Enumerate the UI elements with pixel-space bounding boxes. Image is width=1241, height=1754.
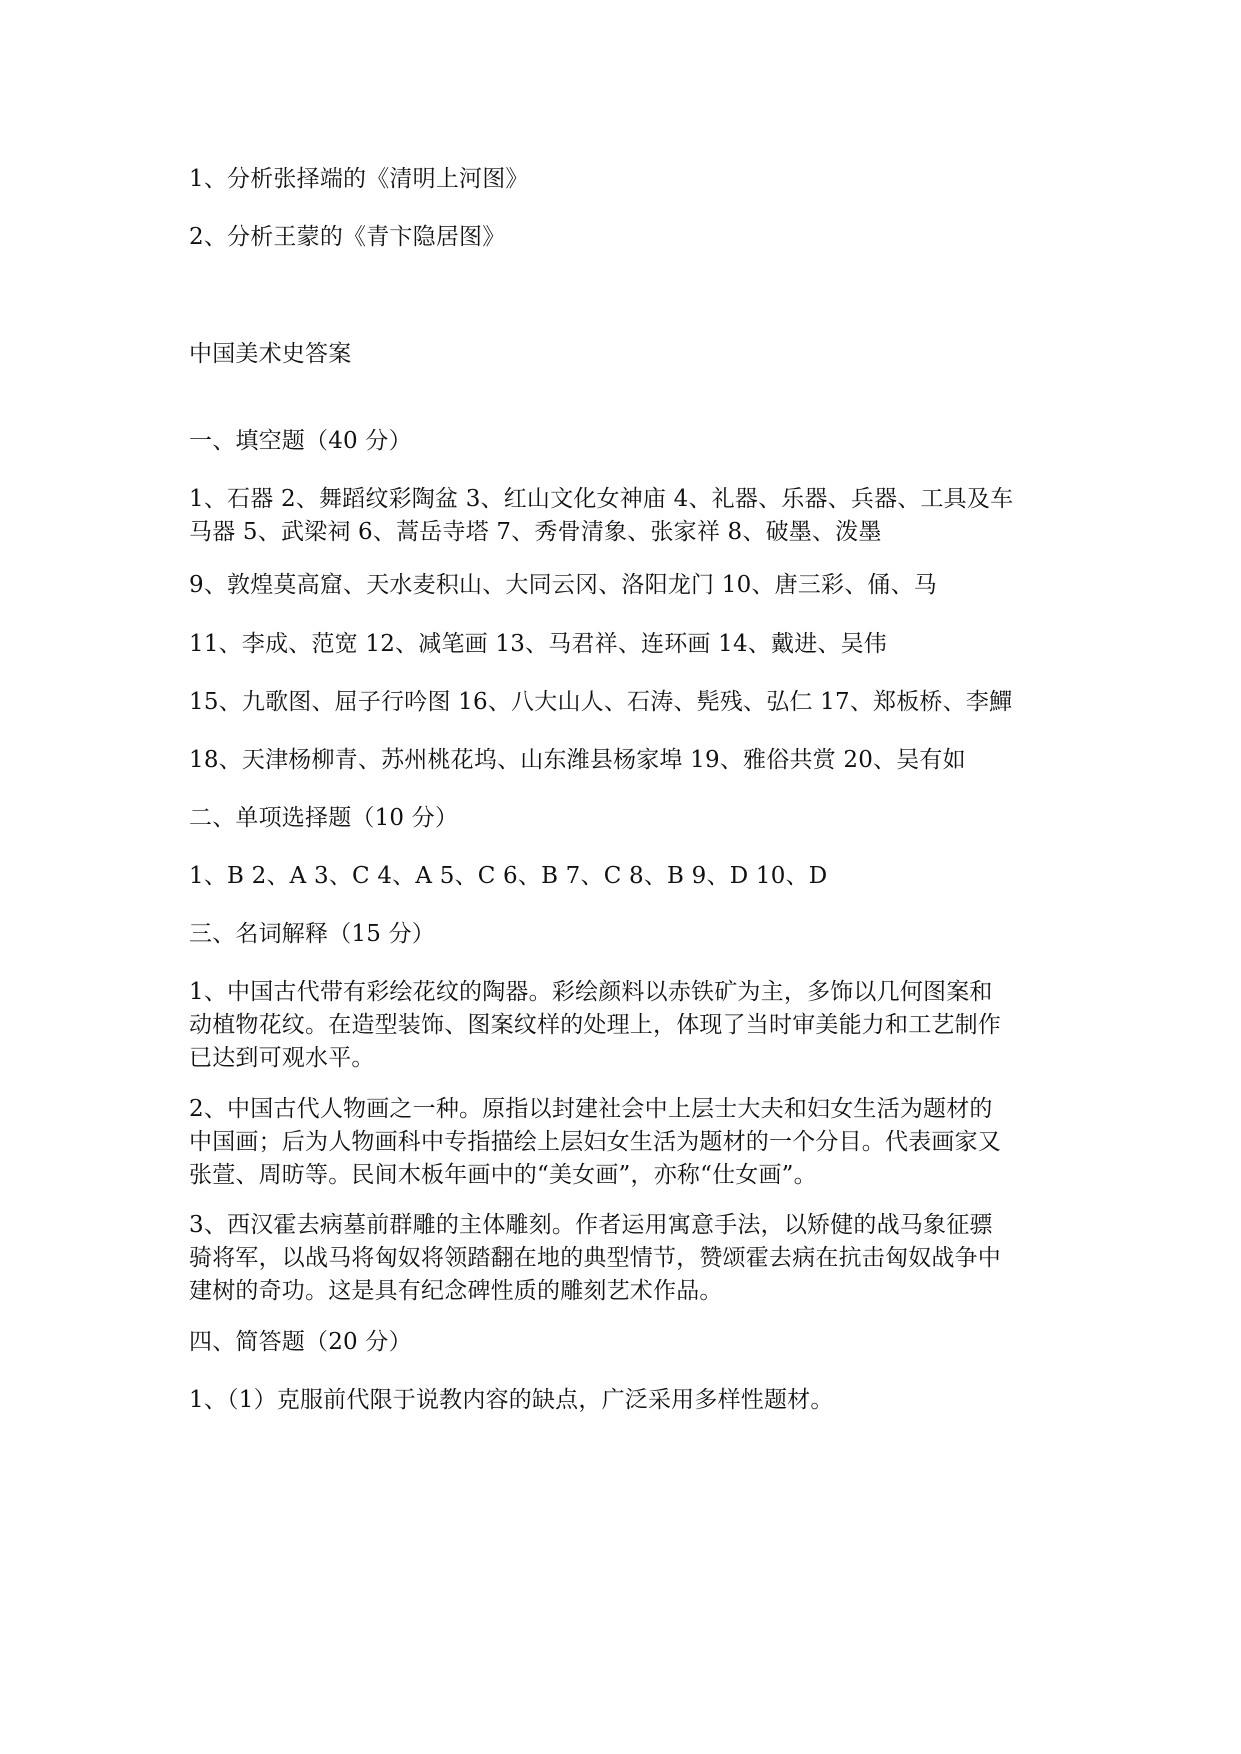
choice-answers: 1、B 2、A 3、C 4、A 5、C 6、B 7、C 8、B 9、D 10、D (189, 863, 828, 889)
text-line: 建树的奇功。这是具有纪念碑性质的雕刻艺术作品。 (189, 1278, 723, 1304)
fill-blank-answers-1-8 (189, 483, 1069, 549)
text-line: 2、中国古代人物画之一种。原指以封建社会中上层士大夫和妇女生活为题材的 (189, 1096, 993, 1122)
text-line: 已达到可观水平。 (189, 1045, 375, 1071)
short-answer-1: 1、（1）克服前代限于说教内容的缺点，广泛采用多样性题材。 (189, 1387, 834, 1413)
text-line: 骑将军，以战马将匈奴将领踏翻在地的典型情节，赞颂霍去病在抗击匈奴战争中 (189, 1245, 1001, 1271)
text-line: 张萱、周昉等。民间木板年画中的“美女画”，亦称“仕女画”。 (189, 1162, 817, 1188)
section-4-heading: 四、简答题（20 分） (189, 1329, 412, 1355)
answer-title: 中国美术史答案 (189, 341, 352, 367)
fill-blank-answers-11-14: 11、李成、范宽 12、减笔画 13、马君祥、连环画 14、戴进、吴伟 (189, 631, 887, 657)
term-explanation-3 (189, 1209, 1069, 1308)
fill-blank-answers-18-20: 18、天津杨柳青、苏州桃花坞、山东潍县杨家埠 19、雅俗共赏 20、吴有如 (189, 747, 966, 773)
question-2: 2、分析王蒙的《青卞隐居图》 (189, 224, 506, 250)
text-line: 动植物花纹。在造型装饰、图案纹样的处理上，体现了当时审美能力和工艺制作 (189, 1012, 1001, 1038)
section-3-heading: 三、名词解释（15 分） (189, 921, 435, 947)
fill-blank-answers-9-10: 9、敦煌莫高窟、天水麦积山、大同云冈、洛阳龙门 10、唐三彩、俑、马 (189, 572, 938, 598)
term-explanation-2 (189, 1093, 1069, 1192)
term-explanation-1 (189, 976, 1069, 1075)
question-1: 1、分析张择端的《清明上河图》 (189, 166, 529, 192)
text-line: 马器 5、武梁祠 6、蒿岳寺塔 7、秀骨清象、张家祥 8、破墨、泼墨 (189, 519, 882, 545)
section-1-heading: 一、填空题（40 分） (189, 428, 412, 454)
text-line: 1、石器 2、舞蹈纹彩陶盆 3、红山文化女神庙 4、礼器、乐器、兵器、工具及车 (189, 486, 1014, 512)
text-line: 1、中国古代带有彩绘花纹的陶器。彩绘颜料以赤铁矿为主，多饰以几何图案和 (189, 979, 993, 1005)
fill-blank-answers-15-17: 15、九歌图、屈子行吟图 16、八大山人、石涛、髡残、弘仁 17、郑板桥、李鱓 (189, 689, 1013, 715)
text-line: 中国画；后为人物画科中专指描绘上层妇女生活为题材的一个分目。代表画家又 (189, 1129, 1001, 1155)
text-line: 3、西汉霍去病墓前群雕的主体雕刻。作者运用寓意手法，以矫健的战马象征骠 (189, 1212, 993, 1238)
section-2-heading: 二、单项选择题（10 分） (189, 805, 459, 831)
